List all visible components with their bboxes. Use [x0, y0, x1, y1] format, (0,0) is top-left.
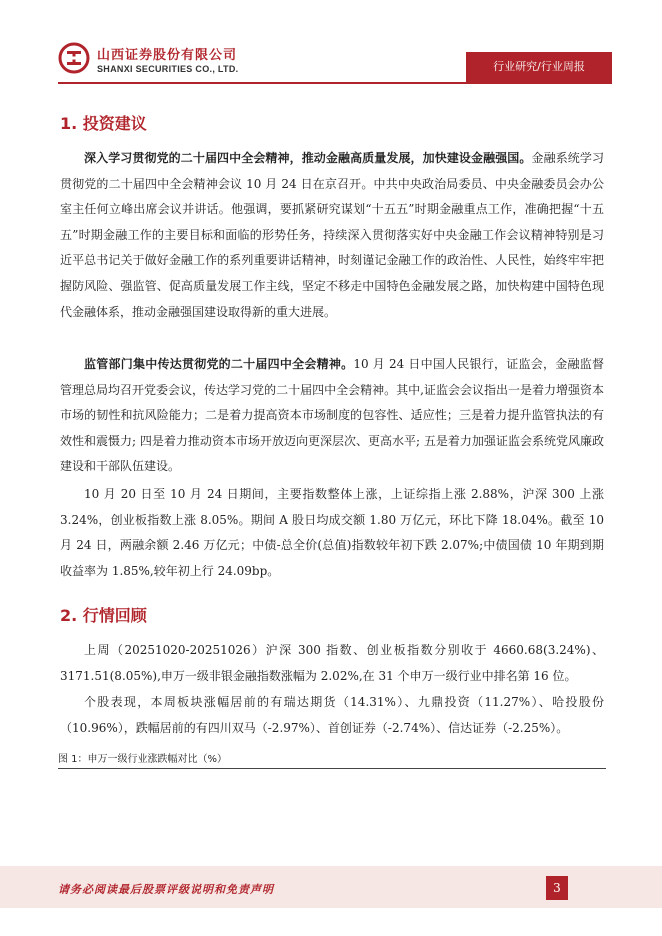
company-name-cn: 山西证券股份有限公司	[97, 48, 238, 63]
section-heading-investment-advice: 1. 投资建议	[60, 114, 147, 133]
paragraph-lead: 深入学习贯彻党的二十届四中全会精神，推动金融高质量发展，加快建设金融强国。	[84, 151, 532, 165]
paragraph-regulators-meeting	[60, 352, 604, 480]
paragraph-body: 10 月 24 日中国人民银行，证监会，金融监督管理总局均召开党委会议，传达学习党的二十届四中全会精神。其中,证监会会议指出一是着力增强资本市场的韧性和抗风险能力；二是着力提高资本市场制度的包容性、适应性；三是着力提升监管执法的有效性和震慑力; 四是着力推动资本市场开放迈向更深层次、更高水平; 五是着力加强证监会系统党风廉政建设和干部队伍建设。	[60, 357, 604, 474]
header-divider	[58, 82, 612, 84]
company-name-en: SHANXI SECURITIES CO., LTD.	[97, 64, 239, 74]
report-type-badge: 行业研究/行业周报	[466, 52, 612, 82]
page-number: 3	[546, 876, 568, 900]
company-logo-icon	[58, 42, 90, 74]
paragraph-financial-system-meeting	[60, 146, 604, 325]
paragraph-body: 金融系统学习贯彻党的二十届四中全会精神会议 10 月 24 日在京召开。中共中央政治局委员、中央金融委员会办公室主任何立峰出席会议并讲话。他强调，要抓紧研究谋划“十五五”时期金融重点工作，准确把握“十五五”时期金融工作的主要目标和面临的形势任务，持续深入贯彻落实好中央金融工作会议精神特别是习近平总书记关于做好金融工作的系列重要讲话精神，时刻谨记金融工作的政治性、人民性，始终牢牢把握防风险、强监管、促高质量发展工作主线，坚定不移走中国特色金融发展之路，加快构建中国特色现代金融体系，推动金融强国建设取得新的重大进展。	[60, 151, 604, 319]
footer-disclaimer-link[interactable]: 请务必阅读最后股票评级说明和免责声明	[58, 883, 274, 896]
paragraph-stock-performance	[60, 690, 604, 741]
paragraph-lead: 监管部门集中传达贯彻党的二十届四中全会精神。	[84, 357, 354, 371]
paragraph-body: 个股表现，本周板块涨幅居前的有瑞达期货（14.31%）、九鼎投资（11.27%）、哈投股份（10.96%），跌幅居前的有四川双马（-2.97%）、首创证券（-2.74%）、信达证券（-2.25%）。	[60, 695, 604, 735]
paragraph-body: 上周（20251020-20251026）沪深 300 指数、创业板指数分别收于 4660.68(3.24%)、3171.51(8.05%),申万一级非银金融指数涨幅为 2.02%,在 31 个申万一级行业中排名第 16 位。	[60, 643, 604, 683]
paragraph-body: 10 月 20 日至 10 月 24 日期间，主要指数整体上涨，上证综指上涨 2.88%，沪深 300 上涨 3.24%，创业板指数上涨 8.05%。期间 A 股日均成交额 1.80 万亿元，环比下降 18.04%。截至 10 月 24 日，两融余额 2.46 万亿元；中债-总全价(总值)指数较年初下跌 2.07%;中债国债 10 年期到期收益率为 1.85%,较年初上行 24.09bp。	[60, 487, 604, 578]
paragraph-weekly-summary	[60, 638, 604, 689]
figure-divider	[58, 768, 606, 769]
figure-caption: 图 1：申万一级行业涨跌幅对比（%）	[58, 754, 228, 765]
paragraph-market-indices	[60, 482, 604, 584]
section-heading-market-review: 2. 行情回顾	[60, 606, 147, 625]
